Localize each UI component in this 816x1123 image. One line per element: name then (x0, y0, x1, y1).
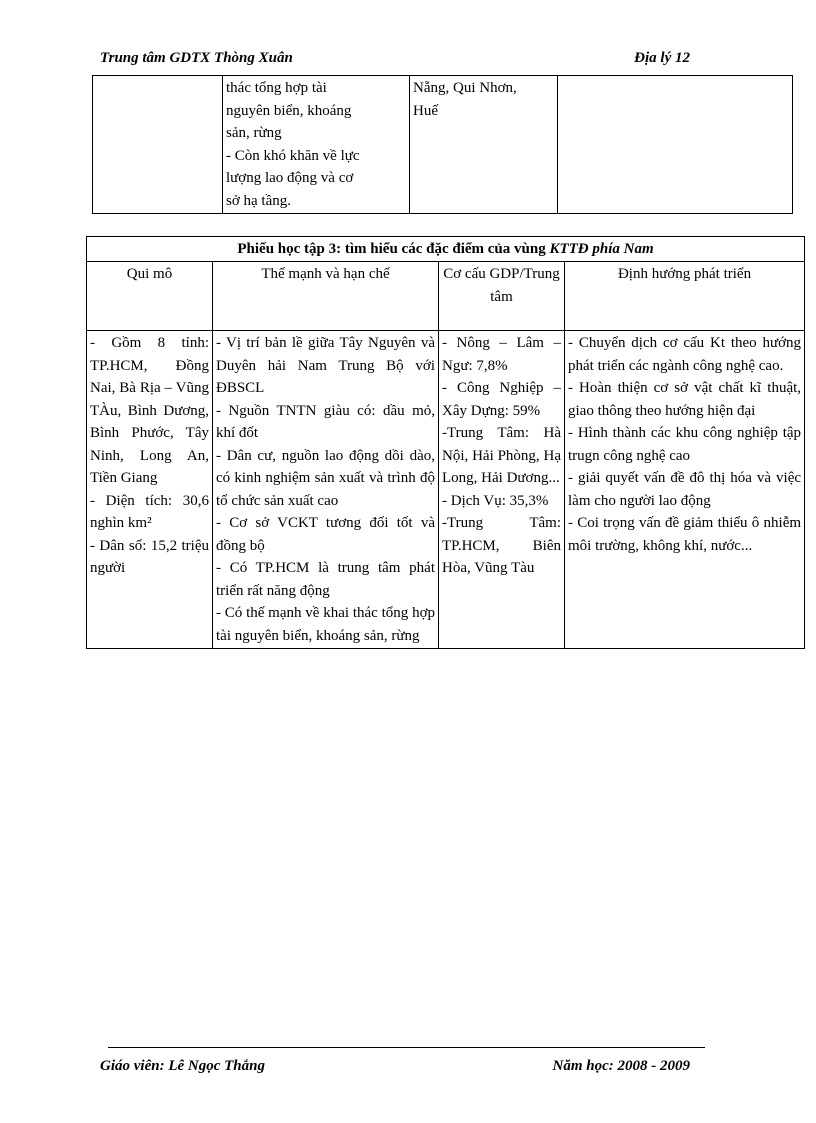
worksheet-title-region: KTTĐ phía Nam (549, 241, 654, 257)
page-footer (100, 1058, 690, 1080)
footer-school-year: Năm học: 2008 - 2009 (552, 1058, 690, 1074)
text-line: Nẵng, Qui Nhơn, (413, 80, 517, 96)
column-header-scale: Qui mô (87, 262, 213, 331)
header-school: Trung tâm GDTX Thòng Xuân (100, 50, 293, 66)
list-item: - Nguồn TNTN giàu có: dầu mỏ, khí đốt (216, 402, 435, 441)
list-item: - Hoàn thiện cơ sở vật chất kĩ thuật, giao thông theo hướng hiện đại (568, 380, 802, 419)
text-line: sản, rừng (226, 125, 282, 141)
header-subject: Địa lý 12 (634, 50, 690, 66)
list-item: -Trung Tâm: TP.HCM, Biên Hòa, Vũng Tàu (442, 515, 561, 576)
continued-cell-empty (93, 76, 223, 214)
scale-cell (87, 331, 213, 649)
strengths-cell (213, 331, 439, 649)
column-header-orientation: Định hướng phát triển (565, 262, 805, 331)
list-item: - Dịch Vụ: 35,3% (442, 492, 549, 509)
column-header-gdp: Cơ cấu GDP/Trung tâm (439, 262, 565, 331)
list-item: - Gồm 8 tỉnh: TP.HCM, Đồng Nai, Bà Rịa – Vũng TÀu, Bình Dương, Bình Phước, Tây Ninh, Long An, Tiền Giang (90, 335, 209, 486)
list-item: - Có thế mạnh về khai thác tổng hợp tài nguyên biển, khoáng sản, rừng (216, 605, 435, 644)
list-item: - Chuyển dịch cơ cấu Kt theo hướng phát triển các ngành công nghệ cao. (568, 335, 802, 374)
text-line: Huế (413, 102, 438, 119)
list-item: - Dân số: 15,2 triệu người (90, 537, 209, 576)
list-item: - Nông – Lâm – Ngư: 7,8% (442, 335, 561, 374)
continued-centers (410, 76, 558, 214)
continued-strengths (223, 76, 410, 214)
orientation-cell (565, 331, 805, 649)
continued-table (92, 75, 793, 214)
column-header-strengths: Thế mạnh và hạn chế (213, 262, 439, 331)
list-item: -Trung Tâm: Hà Nội, Hải Phòng, Hạ Long, Hải Dương... (442, 425, 561, 486)
list-item: - Cơ sở VCKT tương đối tốt và đồng bộ (216, 515, 435, 554)
footer-divider (108, 1047, 705, 1048)
page-header (100, 50, 690, 72)
gdp-cell (439, 331, 565, 649)
continued-cell-empty (558, 76, 793, 214)
list-item: - Có TP.HCM là trung tâm phát triển rất năng động (216, 560, 435, 599)
list-item: - Hình thành các khu công nghiệp tập trugn công nghệ cao (568, 425, 802, 464)
worksheet-table (86, 236, 805, 649)
footer-teacher: Giáo viên: Lê Ngọc Thắng (100, 1058, 265, 1074)
list-item: - Coi trọng vấn đề giảm thiểu ô nhiễm môi trường, không khí, nước... (568, 515, 802, 554)
worksheet-title (87, 237, 805, 262)
text-line: nguyên biển, khoáng (226, 102, 352, 119)
list-item: - Vị trí bản lề giữa Tây Nguyên và Duyên hải Nam Trung Bộ với ĐBSCL (216, 335, 435, 396)
list-item: - Công Nghiệp – Xây Dựng: 59% (442, 380, 561, 419)
list-item: - Diện tích: 30,6 nghìn km² (90, 492, 209, 531)
worksheet-title-prefix: Phiếu học tập 3: tìm hiểu các đặc điểm của vùng (237, 241, 546, 257)
text-line: - Còn khó khăn về lực (226, 147, 360, 164)
text-line: sở hạ tầng. (226, 192, 292, 209)
list-item: - Dân cư, nguồn lao động dồi dào, có kinh nghiệm sản xuất và trình độ tổ chức sản xuất cao (216, 447, 435, 509)
text-line: thác tổng hợp tài (226, 80, 327, 96)
text-line: lượng lao động và cơ (226, 170, 354, 186)
list-item: - giải quyết vấn đề đô thị hóa và việc làm cho người lao động (568, 470, 802, 509)
